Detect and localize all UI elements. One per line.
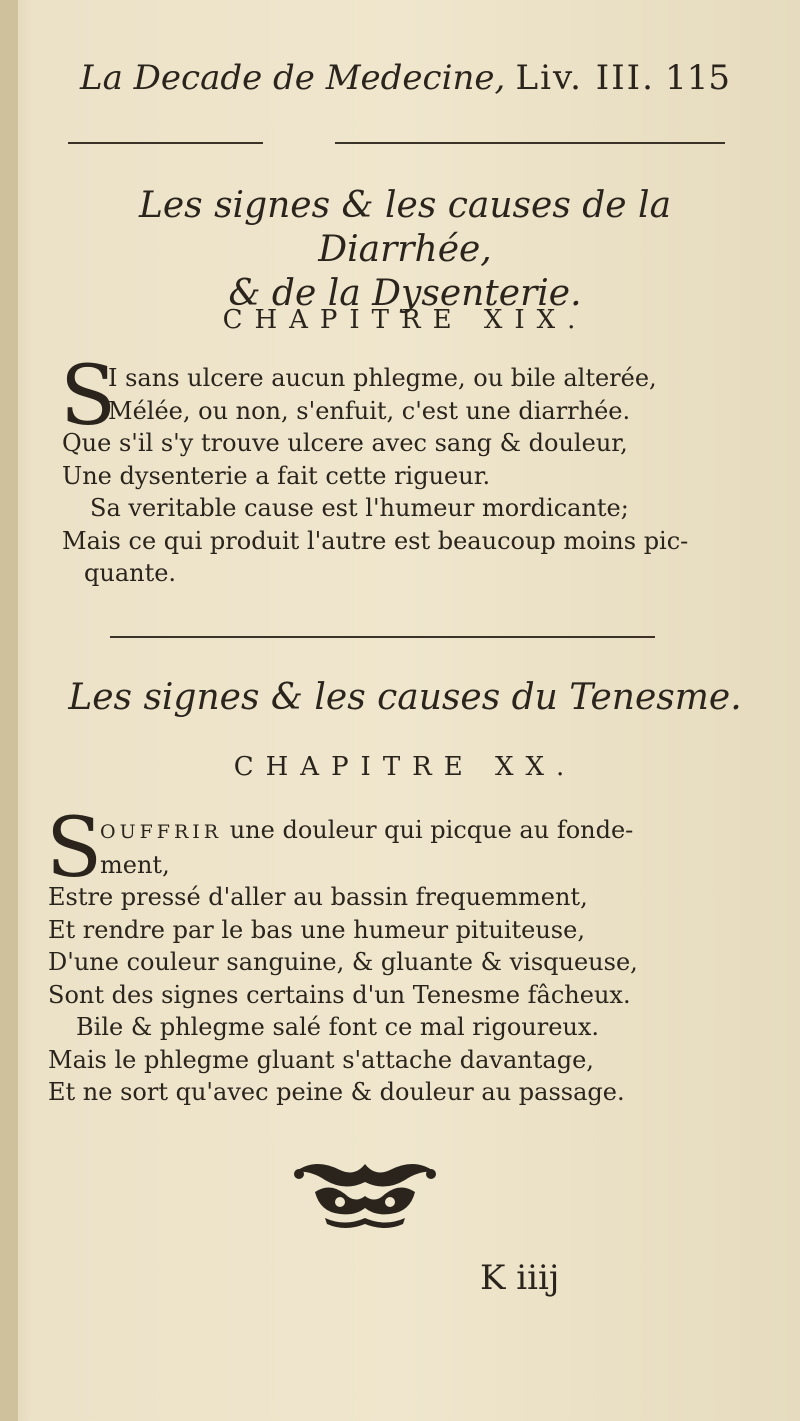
verse-line: I sans ulcere aucun phlegme, ou bile alterée, bbox=[108, 364, 657, 392]
verse-line: D'une couleur sanguine, & gluante & visqueuse, bbox=[48, 948, 638, 976]
verse-line: Et ne sort qu'avec peine & douleur au passage. bbox=[48, 1078, 625, 1106]
verse-line: Que s'il s'y trouve ulcere avec sang & douleur, bbox=[62, 429, 628, 457]
verse-line: Bile & phlegme salé font ce mal rigoureux. bbox=[76, 1013, 600, 1041]
signature-mark: K iiij bbox=[480, 1258, 560, 1298]
verse-line: quante. bbox=[84, 559, 177, 587]
header-title: La Decade de Medecine, bbox=[80, 58, 506, 98]
first-word-smallcaps: OUFFRIR bbox=[100, 821, 223, 843]
verse-line bbox=[48, 814, 748, 849]
printers-ornament-icon bbox=[285, 1152, 445, 1232]
running-head bbox=[80, 58, 730, 98]
section1-title-line2: & de la Dysenterie. bbox=[228, 273, 582, 314]
page-number: 115 bbox=[665, 58, 730, 98]
page-gutter bbox=[0, 0, 18, 1421]
section1-title-line1: Les signes & les causes de la Diarrhée, bbox=[138, 185, 672, 270]
verse-line: Et rendre par le bas une humeur pituiteuse, bbox=[48, 915, 585, 944]
verse-line-text: une douleur qui picque au fonde- bbox=[229, 816, 634, 844]
section1-verse bbox=[60, 349, 742, 590]
verse-line: Mélée, ou non, s'enfuit, c'est une diarrhée. bbox=[108, 396, 631, 425]
header-rule-right bbox=[335, 142, 725, 144]
section2-dropcap: S bbox=[46, 801, 103, 896]
section2-verse bbox=[46, 801, 748, 1109]
section2-title: Les signes & les causes du Tenesme. bbox=[68, 677, 742, 718]
header-book: Liv. III. bbox=[515, 58, 655, 98]
section1-title bbox=[60, 184, 750, 316]
header-rule-left bbox=[68, 142, 263, 144]
section-divider-rule bbox=[110, 636, 655, 638]
verse-line: Une dysenterie a fait cette rigueur. bbox=[62, 461, 491, 490]
verse-line: Sont des signes certains d'un Tenesme fâcheux. bbox=[48, 980, 631, 1009]
verse-line: Mais ce qui produit l'autre est beaucoup moins pic- bbox=[62, 526, 689, 555]
chapter-xx-heading: CHAPITRE XX. bbox=[233, 752, 577, 782]
verse-line: Sa veritable cause est l'humeur mordicante; bbox=[90, 494, 629, 522]
verse-line: ment, bbox=[100, 850, 170, 879]
chapter-xix-heading: CHAPITRE XIX. bbox=[222, 305, 588, 335]
verse-line: Estre pressé d'aller au bassin frequemment, bbox=[48, 883, 588, 911]
section1-dropcap: S bbox=[60, 349, 117, 444]
verse-line: Mais le phlegme gluant s'attache davantage, bbox=[48, 1045, 594, 1074]
